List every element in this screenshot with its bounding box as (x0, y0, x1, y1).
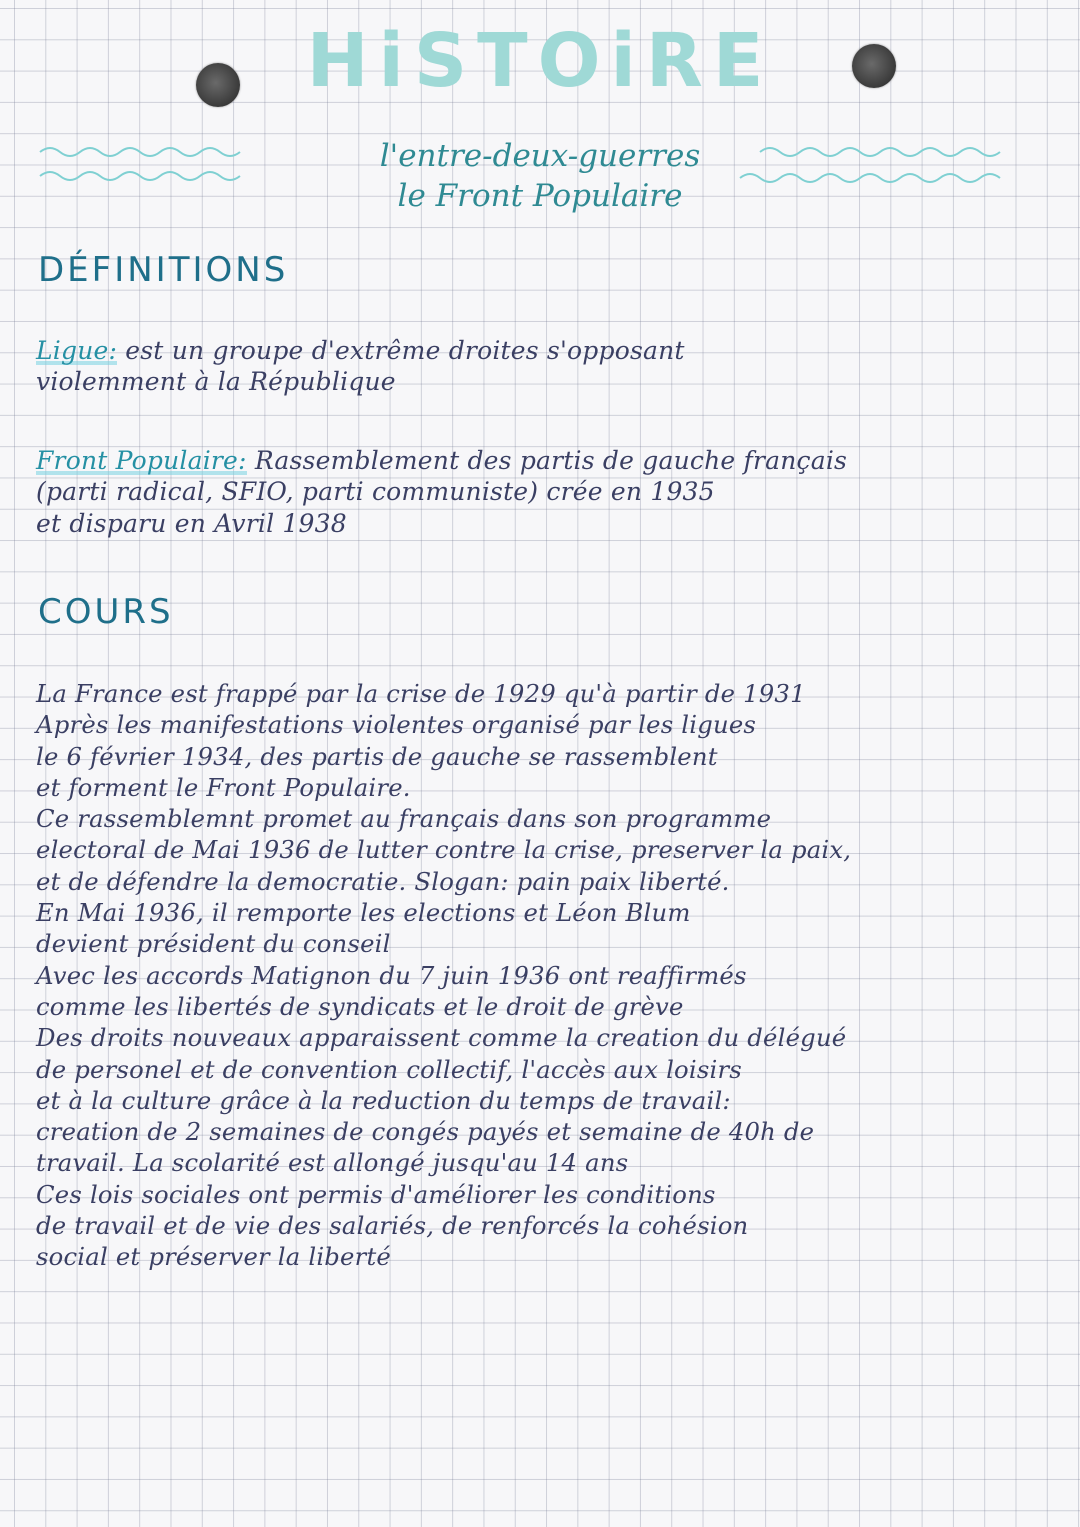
cours-line: social et préserver la liberté (36, 1242, 391, 1272)
cours-line: comme les libertés de syndicats et le droit de grève (36, 991, 684, 1021)
definition-term: Ligue: (36, 336, 118, 365)
cours-line: et à la culture grâce à la reduction du temps de travail: (36, 1085, 731, 1115)
cours-line: et de défendre la democratie. Slogan: pain paix liberté. (36, 866, 730, 896)
definition-line: (parti radical, SFIO, parti communiste) crée en 1935 (36, 477, 715, 507)
cours-line: creation de 2 semaines de congés payés et semaine de 40h de (36, 1117, 815, 1147)
definition-front-populaire (36, 445, 1056, 539)
definition-line: violemment à la République (36, 367, 396, 397)
definition-text: Rassemblement des partis de gauche français (254, 446, 848, 475)
subtitle-line-1: l'entre-deux-guerres (379, 138, 701, 174)
cours-line: de travail et de vie des salariés, de renforcés la cohésion (36, 1211, 749, 1241)
cours-line: travail. La scolarité est allongé jusqu'au 14 ans (36, 1148, 629, 1178)
cours-body (36, 678, 1056, 1273)
cours-line: Ce rassemblemnt promet au français dans son programme (36, 804, 772, 834)
definition-line: et disparu en Avril 1938 (36, 508, 347, 538)
cours-line: le 6 février 1934, des partis de gauche se rassemblent (36, 741, 718, 771)
cours-line: et forment le Front Populaire. (36, 772, 411, 802)
cours-line: Des droits nouveaux apparaissent comme la creation du délégué (36, 1023, 847, 1053)
subtitle-line-2: le Front Populaire (397, 178, 683, 214)
definition-ligue (36, 335, 1056, 398)
definition-term: Front Populaire: (36, 446, 247, 475)
cours-line: electoral de Mai 1936 de lutter contre la crise, preserver la paix, (36, 835, 852, 865)
definition-line (36, 445, 1056, 476)
definition-text: est un groupe d'extrême droites s'opposant (125, 336, 685, 365)
cours-line: La France est frappé par la crise de 1929 qu'à partir de 1931 (36, 679, 806, 708)
cours-line: Ces lois sociales ont permis d'améliorer les conditions (36, 1179, 716, 1209)
cours-line: En Mai 1936, il remporte les elections et Léon Blum (36, 898, 691, 928)
cours-line: de personel et de convention collectif, l'accès aux loisirs (36, 1054, 742, 1084)
cours-line: devient président du conseil (36, 929, 391, 959)
cours-heading: COURS (38, 592, 174, 632)
definition-line (36, 335, 1056, 366)
cours-line: Avec les accords Matignon du 7 juin 1936 ont reaffirmés (36, 960, 747, 990)
cours-line: Après les manifestations violentes organisé par les ligues (36, 710, 757, 740)
definitions-heading: DÉFINITIONS (38, 250, 289, 290)
subtitle (230, 136, 850, 216)
page-title: HiSTOiRE (306, 18, 774, 104)
